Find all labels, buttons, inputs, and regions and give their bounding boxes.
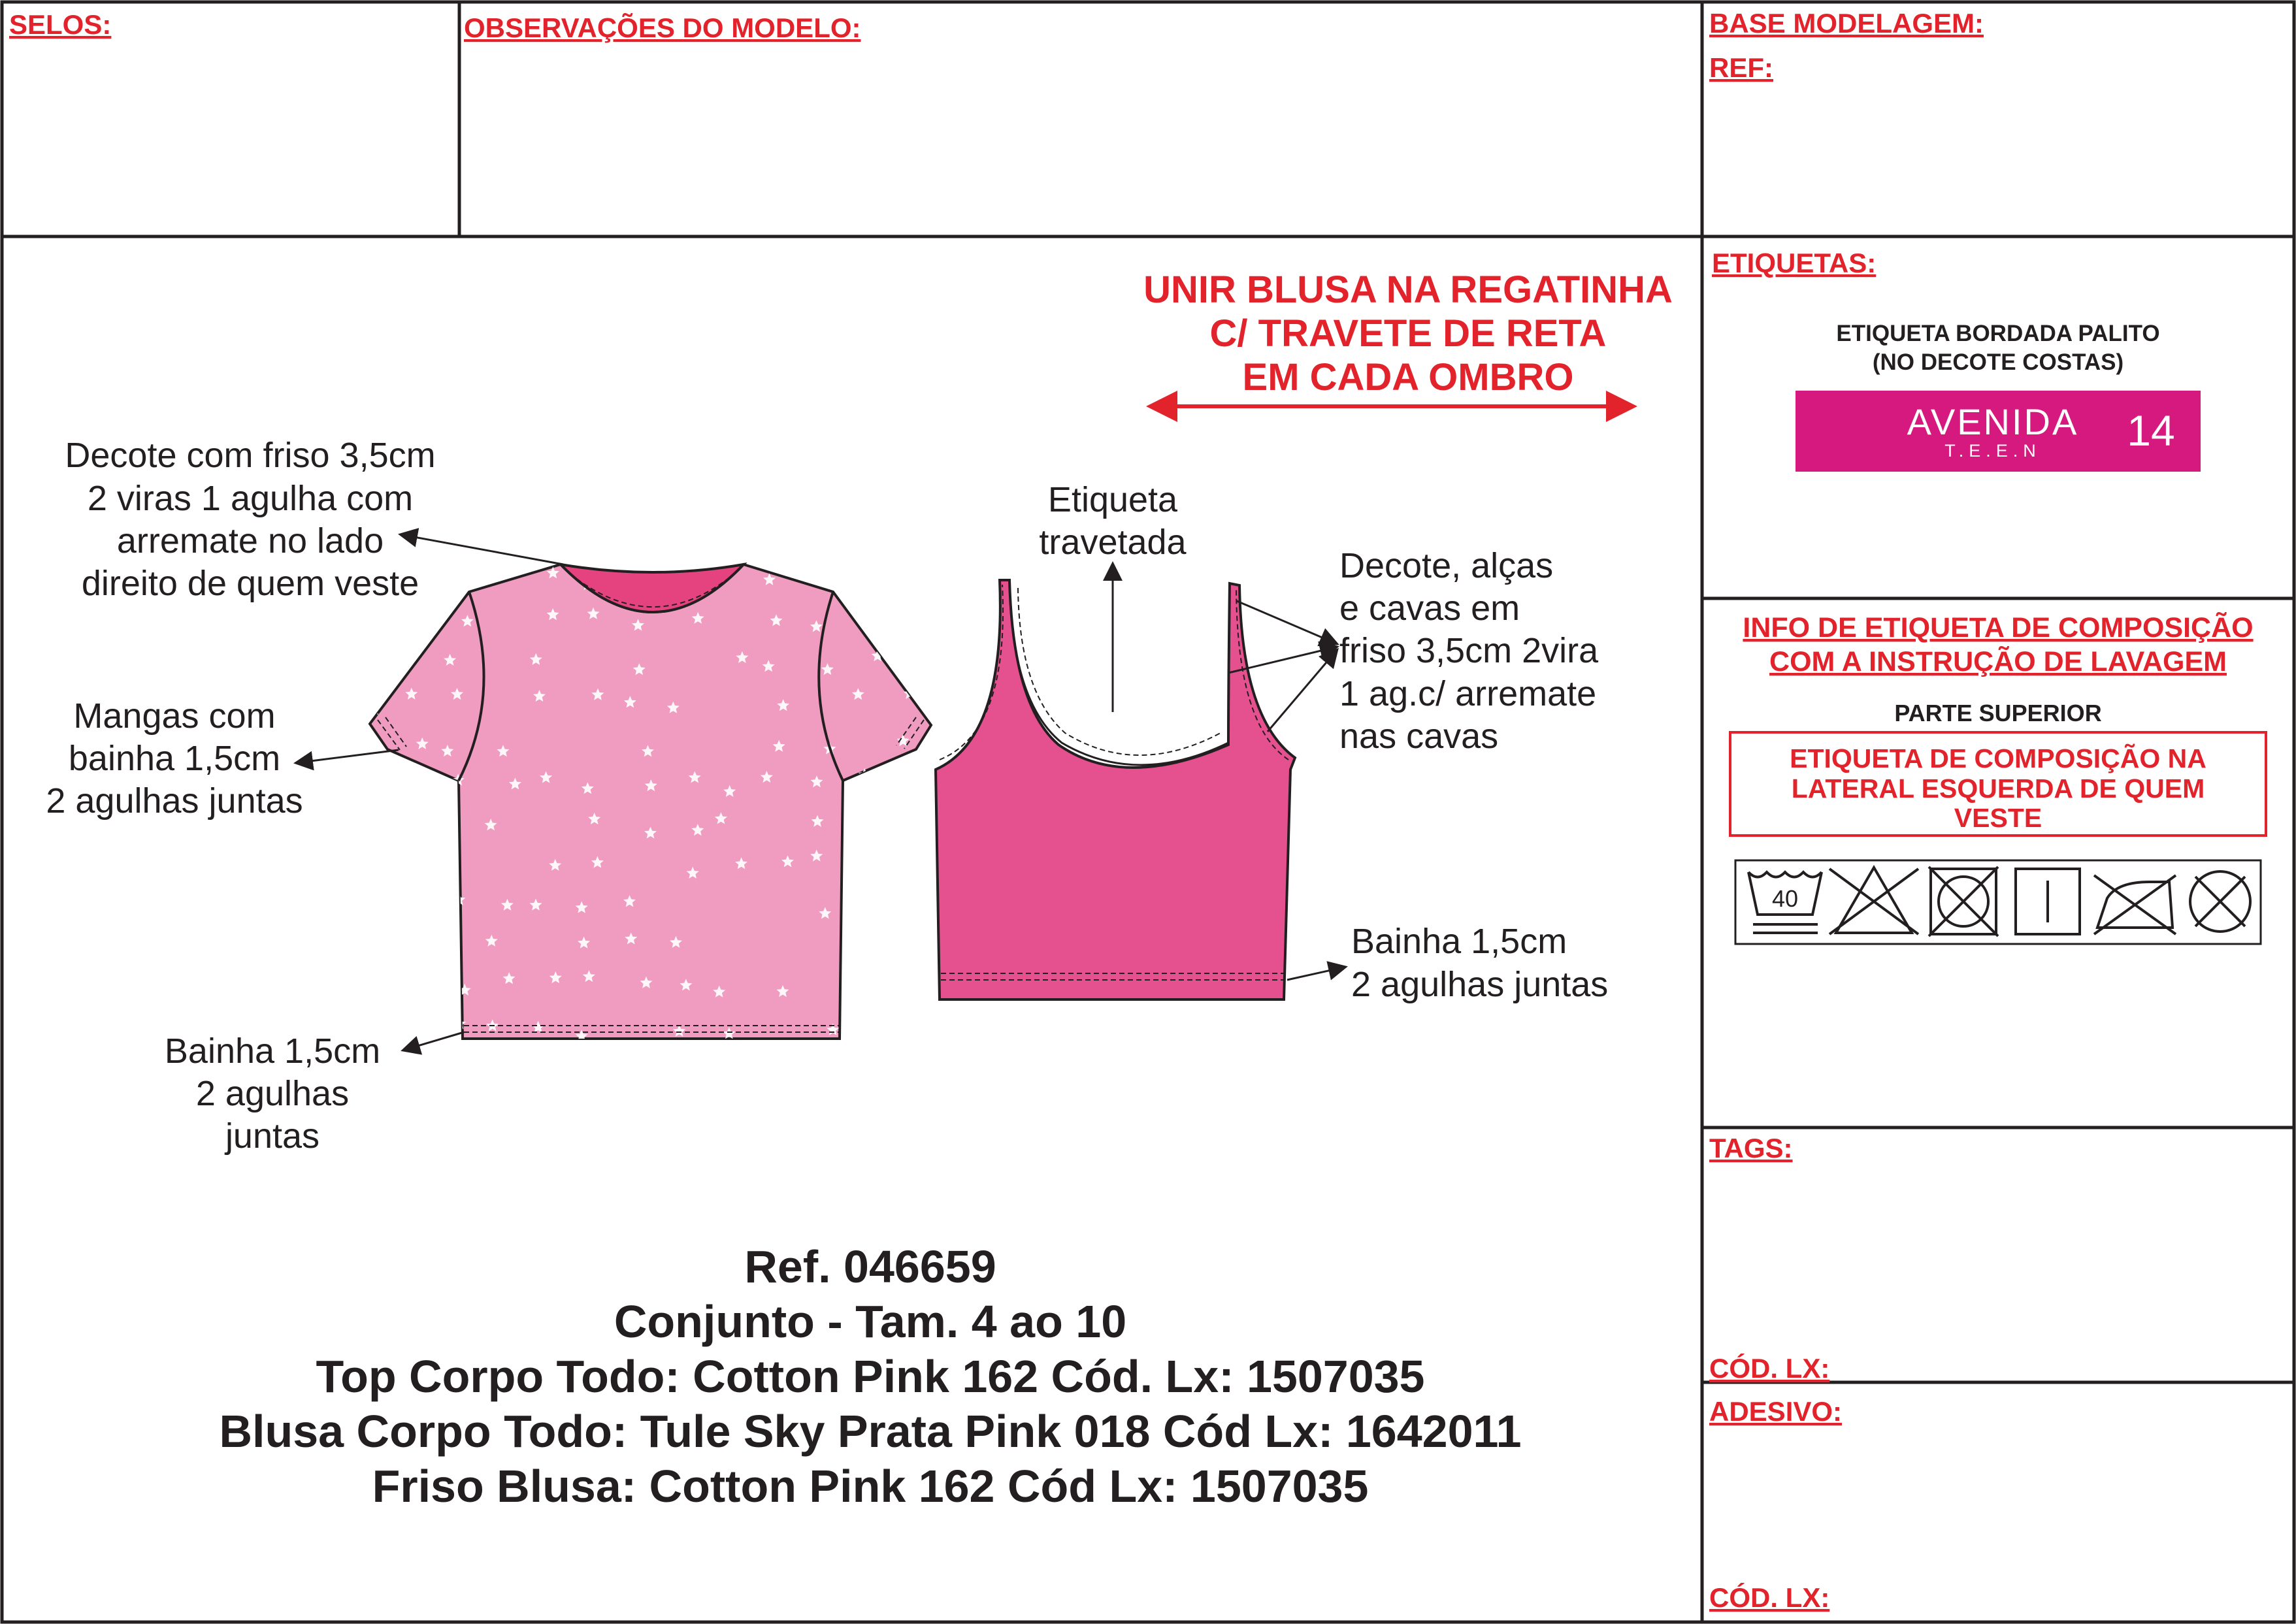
shoulder-instruction — [1143, 268, 1673, 406]
star-icon — [444, 932, 457, 944]
no-iron-icon — [2094, 875, 2176, 934]
wash-40-icon — [1748, 872, 1822, 933]
composition-panel — [1730, 612, 2266, 944]
star-icon — [910, 572, 922, 583]
moon-icon — [921, 624, 927, 637]
annotation-mangas — [46, 696, 399, 820]
star-icon — [358, 734, 370, 746]
star-icon — [397, 1026, 409, 1038]
star-icon — [850, 1015, 862, 1026]
star-icon — [401, 894, 413, 905]
product-ref: Ref. 046659 — [744, 1241, 996, 1292]
annotation-line: Bainha 1,5cm — [164, 1031, 381, 1071]
annotation-line: 2 viras 1 agulha com — [87, 479, 414, 518]
tank-top-drawing — [934, 580, 1295, 999]
adesivo-header: ADESIVO: — [1709, 1396, 1843, 1427]
etiquetas-header: ETIQUETAS: — [1712, 248, 1877, 278]
annotation-line: direito de quem veste — [81, 564, 419, 603]
star-icon — [854, 826, 866, 838]
observacoes-header: OBSERVAÇÕES DO MODELO: — [464, 12, 861, 43]
annotation-line: e cavas em — [1339, 589, 1520, 628]
annotation-line: juntas — [225, 1116, 320, 1156]
annotation-line: Bainha 1,5cm — [1351, 922, 1567, 961]
annotation-bainha-regata — [1287, 922, 1608, 1004]
star-icon — [405, 979, 418, 990]
star-icon — [410, 771, 423, 783]
product-info — [219, 1241, 1521, 1512]
star-icon — [902, 942, 915, 954]
product-line: Friso Blusa: Cotton Pink 162 Cód Lx: 1507035 — [372, 1461, 1369, 1512]
ref-header: REF: — [1709, 52, 1773, 83]
product-line: Blusa Corpo Todo: Tule Sky Prata Pink 018 Cód Lx: 1642011 — [219, 1406, 1522, 1457]
selos-header: SELOS: — [9, 9, 112, 40]
annotation-bainha-blusa — [165, 1031, 464, 1156]
moon-icon — [919, 984, 925, 997]
annotation-line: arremate no lado — [116, 521, 384, 560]
annotation-etiqueta — [1039, 480, 1187, 712]
annotation-line: bainha 1,5cm — [68, 739, 281, 778]
annotation-line: Decote, alças — [1339, 546, 1554, 585]
instruction-line: UNIR BLUSA NA REGATINHA — [1143, 268, 1673, 311]
cod-lx-header: CÓD. LX: — [1709, 1353, 1830, 1384]
tshirt-drawing — [357, 564, 934, 1041]
star-icon — [921, 1011, 934, 1022]
moon-icon — [862, 935, 868, 948]
annotation-line: Etiqueta — [1047, 480, 1178, 519]
moon-icon — [361, 851, 368, 864]
star-icon — [876, 574, 888, 585]
star-icon — [440, 582, 453, 594]
annotation-line: 2 agulhas juntas — [1351, 965, 1609, 1004]
product-line: Conjunto - Tam. 4 ao 10 — [614, 1296, 1127, 1347]
composition-box-line: LATERAL ESQUERDA DE QUEM — [1791, 773, 2205, 804]
composition-part: PARTE SUPERIOR — [1894, 700, 2102, 726]
brand-sub: T.E.E.N — [1944, 441, 2041, 461]
annotation-line: travetada — [1039, 523, 1187, 562]
moon-icon — [859, 868, 865, 881]
star-icon — [418, 860, 430, 872]
star-icon — [410, 943, 423, 955]
label-panel — [1796, 321, 2201, 472]
star-icon — [912, 896, 925, 908]
annotation-line: friso 3,5cm 2vira — [1339, 631, 1599, 670]
moon-icon — [357, 1018, 364, 1031]
line-dry-icon — [2016, 869, 2080, 934]
star-icon — [372, 781, 385, 792]
brand-name: AVENIDA — [1907, 401, 2079, 442]
annotation-line: nas cavas — [1339, 717, 1499, 756]
star-icon — [915, 777, 927, 788]
annotation-line: 1 ag.c/ arremate — [1339, 674, 1597, 713]
star-icon — [359, 892, 371, 904]
annotation-line: Decote com friso 3,5cm — [65, 436, 436, 475]
no-dry-clean-icon — [2190, 871, 2250, 932]
annotation-decote-regata — [1228, 546, 1599, 756]
star-icon — [916, 822, 928, 834]
cod-lx-header-2: CÓD. LX: — [1709, 1582, 1830, 1613]
composition-box-line: VESTE — [1954, 803, 2042, 833]
instruction-line: EM CADA OMBRO — [1242, 356, 1574, 398]
instruction-line: C/ TRAVETE DE RETA — [1209, 312, 1607, 355]
product-line: Top Corpo Todo: Cotton Pink 162 Cód. Lx: 1507035 — [316, 1351, 1425, 1402]
star-icon — [398, 816, 410, 828]
composition-title: COM A INSTRUÇÃO DE LAVAGEM — [1769, 646, 2227, 677]
annotation-line: 2 agulhas — [195, 1074, 350, 1113]
star-icon — [393, 653, 406, 664]
star-icon — [858, 901, 870, 913]
annotation-line: 2 agulhas juntas — [46, 781, 303, 820]
star-icon — [821, 570, 834, 582]
star-icon — [370, 810, 383, 822]
star-icon — [359, 987, 371, 999]
composition-title: INFO DE ETIQUETA DE COMPOSIÇÃO — [1743, 612, 2254, 643]
star-icon — [367, 613, 379, 625]
star-icon — [911, 859, 924, 871]
annotation-decote-blusa — [65, 436, 563, 603]
no-bleach-icon — [1829, 868, 1918, 934]
label-size: 14 — [2127, 406, 2175, 455]
star-icon — [395, 624, 407, 636]
no-tumble-dry-icon — [1929, 867, 1998, 936]
star-icon — [371, 941, 384, 953]
moon-icon — [441, 822, 448, 836]
tags-header: TAGS: — [1709, 1133, 1793, 1163]
label-position: (NO DECOTE COSTAS) — [1872, 349, 2124, 375]
star-icon — [898, 647, 910, 658]
star-icon — [856, 976, 868, 988]
star-icon — [447, 860, 459, 871]
wash-temp: 40 — [1771, 885, 1799, 912]
base-modelagem-header: BASE MODELAGEM: — [1709, 8, 1984, 39]
star-icon — [366, 658, 378, 670]
annotation-line: Mangas com — [73, 696, 276, 736]
composition-box-line: ETIQUETA DE COMPOSIÇÃO NA — [1790, 743, 2206, 773]
label-description: ETIQUETA BORDADA PALITO — [1836, 321, 2160, 346]
